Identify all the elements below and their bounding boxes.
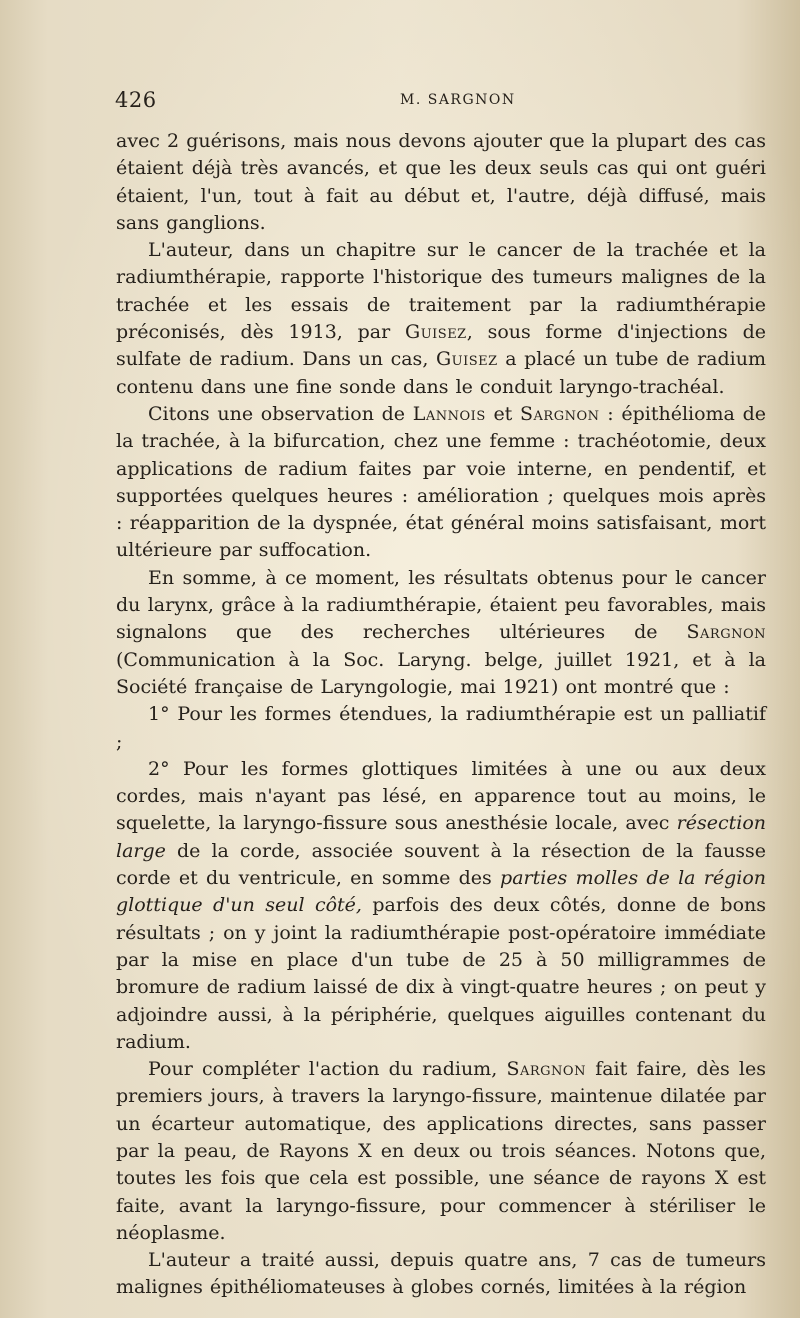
emphasis-text: parties molles de la région glottique d'un seul côté, [116, 867, 767, 917]
text-segment: L'auteur a traité aussi, depuis quatre ans, 7 cas de tumeurs malignes épithéliomateuses à globes cornés, limitées à la région [116, 1249, 766, 1299]
paragraph [116, 128, 766, 237]
paragraph [116, 1056, 766, 1247]
author-name: Sargnon [506, 1058, 586, 1081]
text-segment: de la corde, associée souvent à la résection de la fausse corde et du ventricule, en somme des [116, 839, 766, 890]
author-name: Guisez [435, 348, 498, 371]
text-segment: a placé un tube de radium contenu dans une fine sonde dans le conduit laryngo-trachéal. [116, 348, 766, 398]
text-segment: 1° Pour les formes étendues, la radiumthérapie est un palliatif ; [116, 703, 766, 753]
text-segment: 2° Pour les formes glottiques limitées à une ou aux deux cordes, mais n'ayant pas lésé, en apparence tout au moins, le squelette, la laryngo-fissure sous anesthésie locale, avec [116, 757, 766, 835]
author-name: Lannois [412, 402, 486, 425]
text-segment: , sous forme d'injections de sulfate de radium. Dans un cas, [116, 321, 766, 371]
paragraph [116, 565, 766, 701]
running-head: M. SARGNON [400, 92, 516, 108]
author-name: Sargnon [520, 402, 600, 425]
text-segment: parfois des deux côtés, donne de bons résultats ; on y joint la radiumthérapie post-opératoire immédiate par la mise en place d'un tube de 25 à 50 milligrammes de bromure de radium laissé de dix à vingt-quatre heures ; on peut y adjoindre aussi, à la périphérie, quelques aiguilles contenant du radium. [116, 894, 766, 1053]
text-segment: Pour compléter l'action du radium, [148, 1058, 507, 1081]
text-segment: : épithélioma de la trachée, à la bifurcation, chez une femme : trachéotomie, deux applications de radium faites par voie interne, en pendentif, et supportées quelques heures : amélioration ; quelques mois après : réapparition de la dyspnée, état général moins satisfaisant, mort ultérieure par suffocation. [116, 402, 766, 562]
emphasis-text: résection large [116, 812, 766, 862]
text-segment: avec 2 guérisons, mais nous devons ajouter que la plupart des cas étaient déjà très avancés, et que les deux seuls cas qui ont guéri étaient, l'un, tout à fait au début et, l'autre, déjà diffusé, mais sans ganglions. [116, 130, 766, 234]
paragraph [116, 1247, 766, 1302]
paragraph [116, 237, 766, 401]
page-header [115, 88, 765, 114]
text-segment: et [485, 402, 521, 425]
text-segment: (Communication à la Soc. Laryng. belge, juillet 1921, et à la Société française de Laryngologie, mai 1921) ont montré que : [116, 648, 766, 698]
paragraph [116, 701, 766, 756]
text-segment: L'auteur, dans un chapitre sur le cancer de la trachée et la radiumthérapie, rapporte l'historique des tumeurs malignes de la trachée et les essais de traitement par la radiumthérapie préconisés, dès 1913, par [116, 239, 766, 344]
author-name: Sargnon [686, 621, 766, 644]
page-number: 426 [115, 88, 157, 112]
paragraph [116, 401, 766, 565]
text-segment: En somme, à ce moment, les résultats obtenus pour le cancer du larynx, grâce à la radiumthérapie, étaient peu favorables, mais signalons que des recherches ultérieures de [116, 566, 766, 644]
paragraph [116, 756, 766, 1056]
body-text [116, 128, 766, 1302]
author-name: Guisez [405, 321, 467, 344]
text-segment: fait faire, dès les premiers jours, à travers la laryngo-fissure, maintenue dilatée par un écarteur automatique, des applications directes, sans passer par la peau, de Rayons X en deux ou trois séances. Notons que, toutes les fois que cela est possible, une séance de rayons X est faite, avant la laryngo-fissure, pour commencer à stériliser le néoplasme. [116, 1058, 766, 1244]
text-segment: Citons une observation de [148, 402, 413, 425]
